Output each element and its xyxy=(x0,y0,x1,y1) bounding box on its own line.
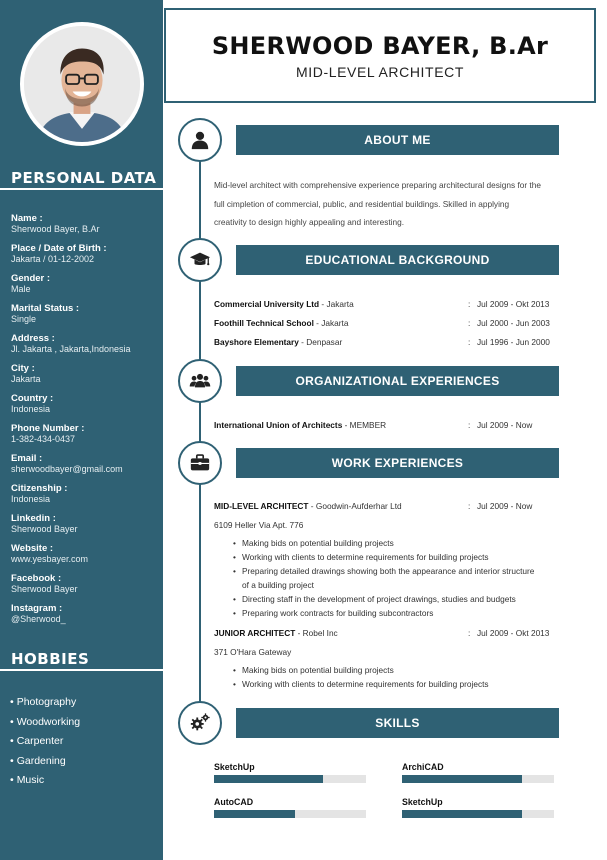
profile-photo xyxy=(20,22,144,146)
job-colon: : xyxy=(468,628,471,638)
education-row xyxy=(214,336,559,348)
gears-icon xyxy=(178,701,222,745)
education-school: Foothill Technical School xyxy=(214,318,314,328)
education-colon: : xyxy=(468,299,471,309)
personal-value: Jakarta xyxy=(11,374,41,384)
job-title: MID-LEVEL ARCHITECT xyxy=(214,501,309,511)
personal-item-birth xyxy=(11,243,161,273)
job-row xyxy=(214,500,559,512)
personal-value: sherwoodbayer@gmail.com xyxy=(11,464,123,474)
skill-bar-fill xyxy=(402,810,522,818)
job-row xyxy=(214,627,559,639)
personal-item-facebook xyxy=(11,573,161,603)
personal-item-website xyxy=(11,543,161,573)
personal-label: Linkedin : xyxy=(11,513,56,524)
skill-item xyxy=(402,762,554,783)
personal-label: Email : xyxy=(11,453,43,464)
education-school: Bayshore Elementary xyxy=(214,337,299,347)
personal-label: Place / Date of Birth : xyxy=(11,243,107,254)
personal-label: Instagram : xyxy=(11,603,63,614)
personal-label: Phone Number : xyxy=(11,423,85,434)
hobby-item: • Photography xyxy=(10,693,80,713)
group-icon xyxy=(178,359,222,403)
duty-item: • Preparing work contracts for building subcontractors xyxy=(233,606,543,620)
personal-value: Male xyxy=(11,284,31,294)
skills-heading: SKILLS xyxy=(236,708,559,738)
duty-item: • Making bids on potential building projects xyxy=(233,536,543,550)
duty-item: • Making bids on potential building projects xyxy=(233,663,543,677)
duty-item: • Working with clients to determine requirements for building projects xyxy=(233,677,543,691)
hobby-item: • Woodworking xyxy=(10,713,80,733)
duty-item: • Working with clients to determine requirements for building projects xyxy=(233,550,543,564)
hobby-item: • Gardening xyxy=(10,752,80,772)
education-row xyxy=(214,298,559,310)
skill-bar-fill xyxy=(402,775,522,783)
job-duties xyxy=(233,663,543,691)
about-me-text: Mid-level architect with comprehensive experience preparing architectural designs for the full cimpletion of commercial, public, and residential buildings. Skilled in applying creativity to design highly appealing and interesting. xyxy=(214,180,541,227)
hobbies-heading: HOBBIES xyxy=(11,650,90,668)
personal-value: Single xyxy=(11,314,37,324)
skill-bar-track xyxy=(402,775,554,783)
education-heading: EDUCATIONAL BACKGROUND xyxy=(236,245,559,275)
personal-data-divider xyxy=(0,188,163,190)
personal-label: Marital Status : xyxy=(11,303,80,314)
candidate-name: SHERWOOD BAYER, B.Ar xyxy=(211,32,549,60)
personal-item-email xyxy=(11,453,161,483)
personal-value: Jakarta / 01-12-2002 xyxy=(11,254,95,264)
personal-label: City : xyxy=(11,363,35,374)
education-school: Commercial University Ltd xyxy=(214,299,320,309)
job-address: 371 O'Hara Gateway xyxy=(214,647,292,657)
personal-item-linkedin xyxy=(11,513,161,543)
skill-name: SketchUp xyxy=(214,762,255,772)
candidate-role: MID-LEVEL ARCHITECT xyxy=(295,64,465,80)
education-place: - Jakarta xyxy=(319,299,354,309)
skill-item xyxy=(214,797,366,818)
job-colon: : xyxy=(468,501,471,511)
organization-period: Jul 2009 - Now xyxy=(477,420,533,430)
avatar xyxy=(24,26,140,142)
hobbies-divider xyxy=(0,669,163,671)
personal-item-citizenship xyxy=(11,483,161,513)
personal-item-name xyxy=(11,213,161,243)
job-duties xyxy=(233,536,543,620)
personal-item-gender xyxy=(11,273,161,303)
education-colon: : xyxy=(468,337,471,347)
personal-label: Facebook : xyxy=(11,573,62,584)
education-period: Jul 2000 - Jun 2003 xyxy=(477,318,550,328)
personal-value: Sherwood Bayer xyxy=(11,584,78,594)
job-company: - Robel Inc xyxy=(295,628,338,638)
personal-label: Address : xyxy=(11,333,55,344)
job-address: 6109 Heller Via Apt. 776 xyxy=(214,520,304,530)
personal-item-country xyxy=(11,393,161,423)
personal-value: @Sherwood_ xyxy=(11,614,66,624)
skill-name: AutoCAD xyxy=(214,797,254,807)
hobby-item: • Carpenter xyxy=(10,732,80,752)
education-row xyxy=(214,317,559,329)
organization-position: - MEMBER xyxy=(342,420,387,430)
graduation-cap-icon xyxy=(178,238,222,282)
organization-name: International Union of Architects xyxy=(214,420,343,430)
organization-row xyxy=(214,419,559,431)
skill-bar-track xyxy=(214,810,366,818)
skill-bar-fill xyxy=(214,810,295,818)
job-title: JUNIOR ARCHITECT xyxy=(214,628,296,638)
education-period: Jul 1996 - Jun 2000 xyxy=(477,337,550,347)
personal-label: Gender : xyxy=(11,273,51,284)
skill-bar-track xyxy=(402,810,554,818)
job-period: Jul 2009 - Now xyxy=(477,501,533,511)
personal-item-address xyxy=(11,333,161,363)
skill-bar-fill xyxy=(214,775,323,783)
personal-label: Citizenship : xyxy=(11,483,68,494)
about-me-heading: ABOUT ME xyxy=(236,125,559,155)
skill-item xyxy=(214,762,366,783)
education-place: - Jakarta xyxy=(313,318,349,328)
personal-item-city xyxy=(11,363,161,393)
personal-value: Sherwood Bayer xyxy=(11,524,78,534)
personal-item-phone xyxy=(11,423,161,453)
personal-label: Country : xyxy=(11,393,54,404)
job-company: - Goodwin-Aufderhar Ltd xyxy=(308,501,402,511)
personal-label: Website : xyxy=(11,543,54,554)
person-icon xyxy=(178,118,222,162)
personal-value: Jl. Jakarta , Jakarta,Indonesia xyxy=(11,344,131,354)
organization-heading: ORGANIZATIONAL EXPERIENCES xyxy=(236,366,559,396)
hobby-item: • Music xyxy=(10,771,80,791)
sidebar xyxy=(0,0,163,860)
education-period: Jul 2009 - Okt 2013 xyxy=(477,299,550,309)
skill-bar-track xyxy=(214,775,366,783)
personal-value: 1-382-434-0437 xyxy=(11,434,76,444)
personal-value: Indonesia xyxy=(11,404,51,414)
job-period: Jul 2009 - Okt 2013 xyxy=(477,628,550,638)
briefcase-icon xyxy=(178,441,222,485)
skill-item xyxy=(402,797,554,818)
personal-data-heading: PERSONAL DATA xyxy=(11,169,157,187)
skill-name: ArchiCAD xyxy=(402,762,444,772)
education-colon: : xyxy=(468,318,471,328)
personal-value: www.yesbayer.com xyxy=(11,554,89,564)
personal-value: Sherwood Bayer, B.Ar xyxy=(11,224,100,234)
personal-label: Name : xyxy=(11,213,43,224)
personal-item-marital xyxy=(11,303,161,333)
education-place: - Denpasar xyxy=(298,337,343,347)
work-heading: WORK EXPERIENCES xyxy=(236,448,559,478)
personal-data-list xyxy=(11,213,161,633)
skill-name: SketchUp xyxy=(402,797,443,807)
personal-item-instagram xyxy=(11,603,161,633)
duty-item: • Preparing detailed drawings showing both the appearance and interior structure of a building project xyxy=(233,564,543,592)
personal-value: Indonesia xyxy=(11,494,51,504)
header xyxy=(164,8,596,103)
organization-colon: : xyxy=(468,420,471,430)
duty-item: • Directing staff in the development of project drawings, studies and budgets xyxy=(233,592,543,606)
hobbies-list xyxy=(10,693,80,791)
